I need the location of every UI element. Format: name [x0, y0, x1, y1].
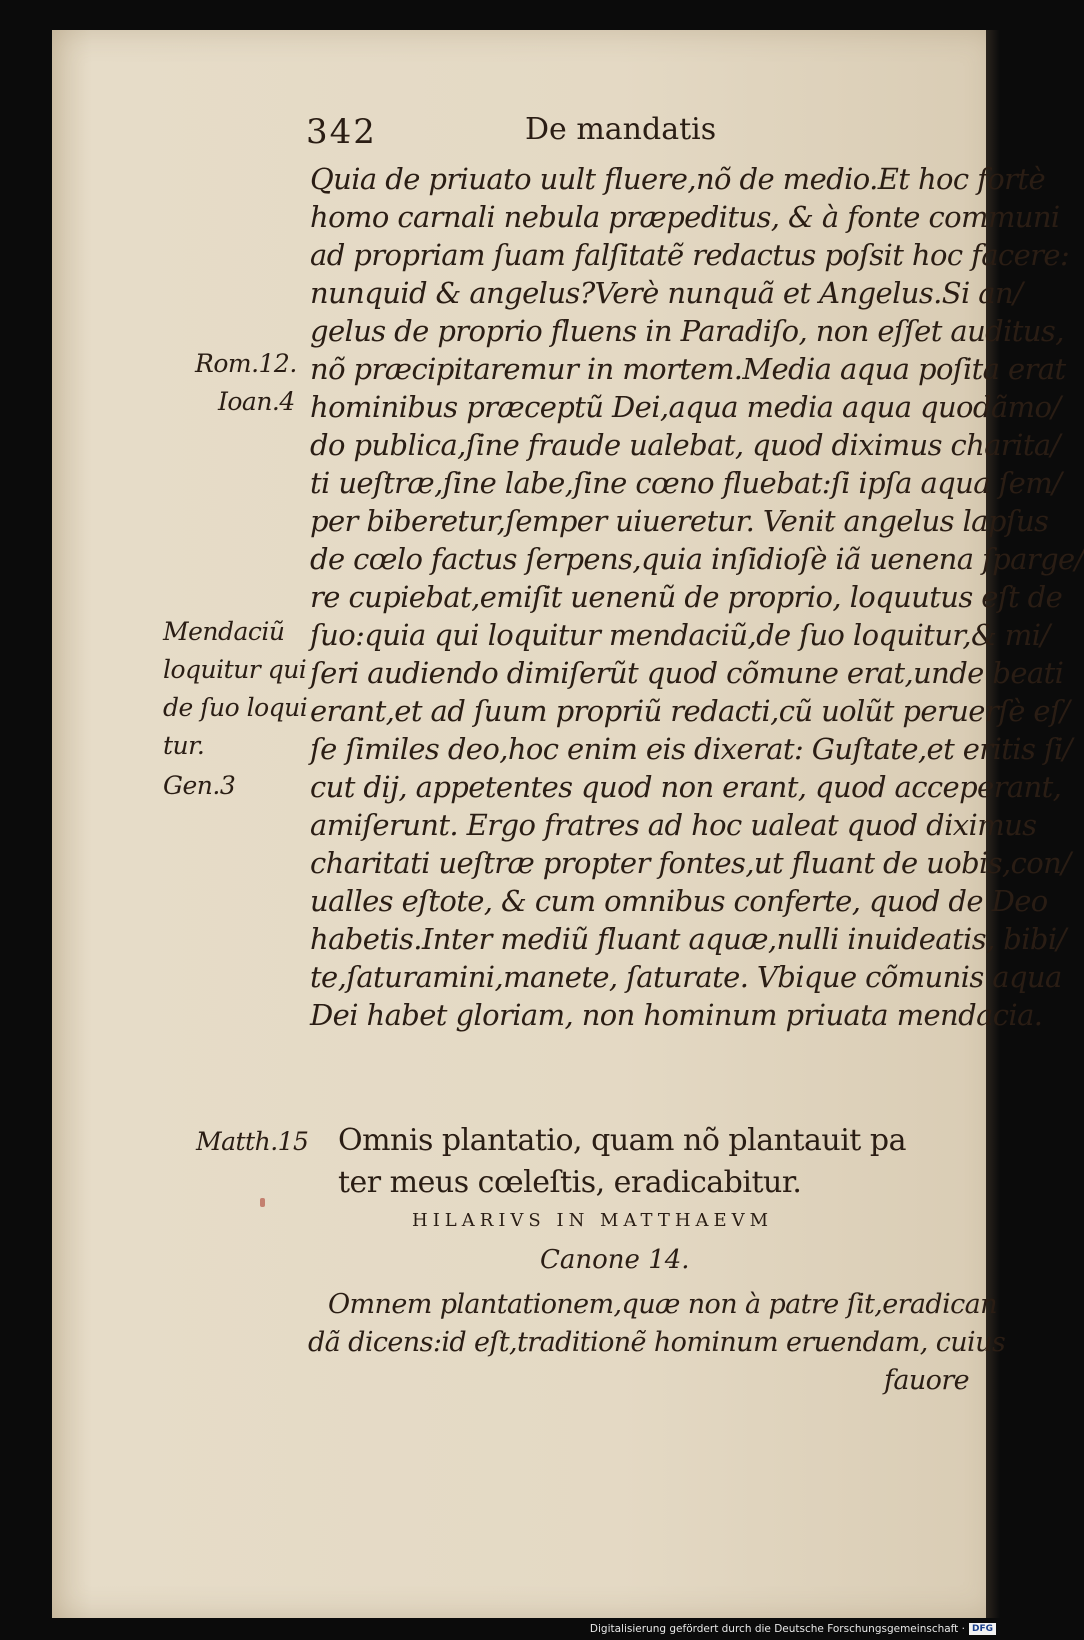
- catchword: fauore: [884, 1365, 970, 1396]
- text-line: do publica,ſine fraude ualebat, quod diximus charita/: [310, 428, 1060, 462]
- text-line: cut dij, appetentes quod non erant, quod acceperant,: [310, 770, 1062, 804]
- text-line: hominibus præceptũ Dei,aqua media aqua quodãmo/: [310, 390, 1061, 424]
- text-line: per biberetur,ſemper uiueretur. Venit angelus lapſus: [310, 504, 1049, 538]
- text-line: habetis.Inter mediũ fluant aquæ,nulli inuideatis, bibi/: [310, 922, 1066, 956]
- ink-stain: [260, 1198, 265, 1207]
- text-line: Omnem plantationem,quæ non à patre ſit,eradican: [328, 1289, 997, 1320]
- text-line: ſeri audiendo dimiſerũt quod cõmune erat,unde beati: [310, 656, 1064, 690]
- margin-note-mendacium: de ſuo loqui: [163, 693, 308, 722]
- page-number: 342: [306, 112, 377, 152]
- margin-note-ioan: Ioan.4: [218, 387, 295, 416]
- scripture-quote: [338, 1120, 978, 1204]
- text-line: ſuo:quia qui loquitur mendaciũ,de ſuo loquitur,& mi/: [310, 618, 1050, 652]
- dfg-logo-icon: DFG: [969, 1623, 996, 1635]
- text-line: Quia de priuato uult fluere,nõ de medio.Et hoc fortè: [310, 162, 1046, 196]
- quote-line: Omnis plantatio, quam nõ plantauit pa: [338, 1123, 906, 1158]
- text-line: de cœlo factus ſerpens,quia inſidioſè iã uenena ſparge/: [310, 542, 1084, 576]
- text-line: te,ſaturamini,manete, ſaturate. Vbique cõmunis aqua: [310, 960, 1062, 994]
- margin-note-mendacium: loquitur qui: [163, 655, 307, 684]
- main-text-block: [310, 160, 1084, 1120]
- text-line: re cupiebat,emiſit uenenũ de proprio, loquutus eſt de: [310, 580, 1063, 614]
- text-line: ualles eſtote, & cum omnibus conferte, quod de Deo: [310, 884, 1048, 918]
- text-line: Dei habet gloriam, non hominum priuata mendacia.: [310, 998, 1043, 1032]
- text-line: gelus de proprio fluens in Paradiſo, non eſſet auditus,: [310, 314, 1064, 348]
- text-line: ſe ſimiles deo,hoc enim eis dixerat: Guſtate,et eritis ſi/: [310, 732, 1072, 766]
- section-heading: HILARIVS IN MATTHAEVM: [412, 1210, 774, 1231]
- text-line: nõ præcipitaremur in mortem.Media aqua poſita erat: [310, 352, 1066, 386]
- quote-line: ter meus cœleſtis, eradicabitur.: [338, 1165, 802, 1200]
- margin-note-rom: Rom.12.: [195, 349, 297, 378]
- margin-note-gen: Gen.3: [163, 771, 236, 800]
- text-line: erant,et ad ſuum propriũ redacti,cũ uolũt peruerſè eſ/: [310, 694, 1070, 728]
- margin-note-matth: Matth.15: [196, 1127, 309, 1156]
- text-line: nunquid & angelus?Verè nunquã et Angelus.Si an/: [310, 276, 1023, 310]
- text-line: ti ueſtræ,ſine labe,ſine cœno fluebat:ſi ipſa aqua ſem/: [310, 466, 1062, 500]
- text-line: amiſerunt. Ergo fratres ad hoc ualeat quod diximus: [310, 808, 1037, 842]
- canon-label: Canone 14.: [540, 1245, 690, 1275]
- margin-note-mendacium: Mendaciũ: [163, 617, 285, 646]
- digitization-footer: [590, 1621, 996, 1637]
- footer-credit: Digitalisierung gefördert durch die Deutsche Forschungsgemeinschaft ·: [589, 1623, 965, 1635]
- running-head: De mandatis: [525, 112, 717, 147]
- text-line: dã dicens:id eſt,traditionẽ hominum eruendam, cuius: [308, 1327, 1006, 1358]
- margin-note-mendacium: tur.: [163, 731, 205, 760]
- text-line: ad propriam ſuam falſitatẽ redactus poſsit hoc facere:: [310, 238, 1070, 272]
- text-line: homo carnali nebula præpeditus, & à fonte communi: [310, 200, 1060, 234]
- text-line: charitati ueſtræ propter fontes,ut fluant de uobis,con/: [310, 846, 1071, 880]
